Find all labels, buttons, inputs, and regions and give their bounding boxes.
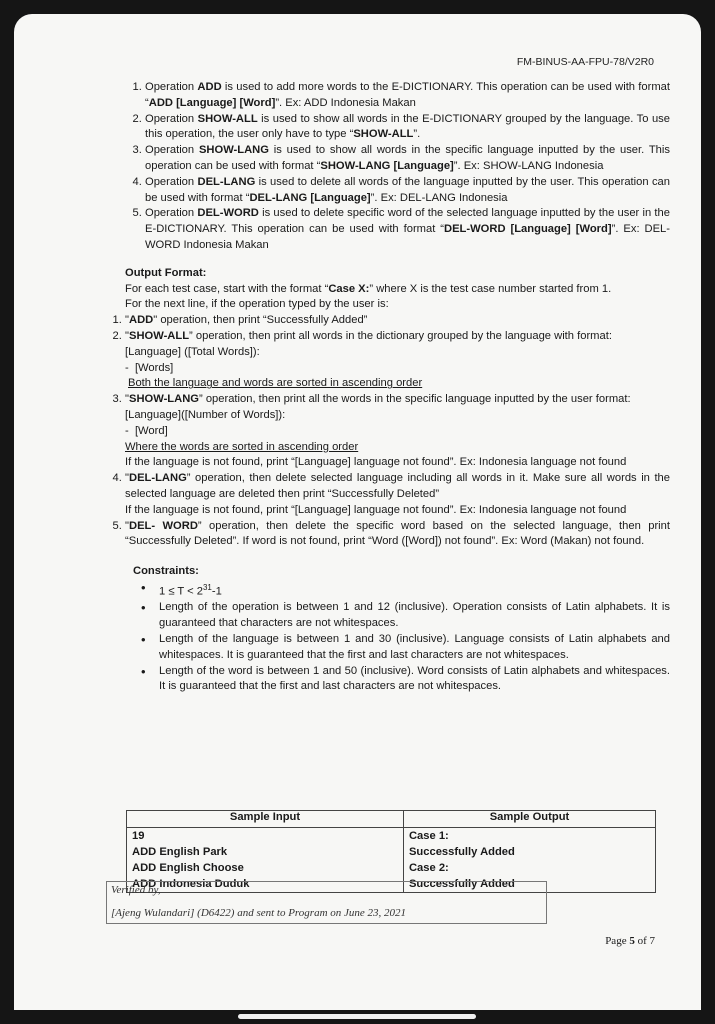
home-indicator[interactable] xyxy=(238,1014,476,1019)
show-lang-sort-note: Where the words are sorted in ascending order xyxy=(125,440,359,453)
operation-add: 1. Operation ADD is used to add more words to the E-DICTIONARY. This operation can be used with format “ADD [Language] [Word]”. Ex: ADD Indonesia Makan xyxy=(145,80,670,112)
document-code: FM-BINUS-AA-FPU-78/V2R0 xyxy=(516,56,654,68)
sample-output-header: Sample Output xyxy=(403,811,655,828)
verified-box xyxy=(106,881,547,924)
show-lang-format-line: [Language]([Number of Words]): xyxy=(125,408,286,421)
sample-input-line: ADD English Park xyxy=(132,846,228,858)
output-del-lang: 4. "DEL-LANG” operation, then delete selected language including all words in it. Make sure all words in the selected language are deleted then print “Successfully Deleted” If the language is not found, print “[Language] language not found”. Ex: Indonesia language not found xyxy=(125,471,670,518)
sample-input-header: Sample Input xyxy=(127,811,404,828)
sample-input-line: ADD Indonesia Duduk xyxy=(132,878,250,890)
sample-output-line: Case 1: xyxy=(408,830,449,842)
show-all-words-line: - [Words] xyxy=(125,361,174,374)
constraints-section xyxy=(133,564,670,695)
document-body xyxy=(125,80,670,695)
sample-output-line: Case 2: xyxy=(408,862,449,874)
sample-output-line: Successfully Added xyxy=(408,846,515,858)
document-page xyxy=(14,14,701,1010)
output-show-lang: 3. "SHOW-LANG” operation, then print all the words in the specific language inputted by the user format: [Language]([Number of Words]): - [Word] Where the words are sorted in ascending order If the language is not found, print “[Language] language not found”. Ex: Indonesia language not found xyxy=(125,392,670,471)
operation-show-lang: 3. Operation SHOW-LANG is used to show all words in the specific language inputted by the user. This operation can be used with format “SHOW-LANG [Language]”. Ex: SHOW-LANG Indonesia xyxy=(145,143,670,175)
show-lang-word-line: - [Word] xyxy=(125,424,168,437)
output-format-intro-2: For the next line, if the operation typed by the user is: xyxy=(125,298,389,311)
show-lang-not-found: If the language is not found, print “[Language] language not found”. Ex: Indonesia language not found xyxy=(125,456,627,469)
verified-label: Verified by, xyxy=(111,884,161,896)
output-format-intro: For each test case, start with the format “Case X:” where X is the test case number started from 1. xyxy=(125,282,612,295)
del-lang-not-found: If the language is not found, print “[Language] language not found”. Ex: Indonesia language not found xyxy=(125,503,627,516)
constraint-operation-length: • Length of the operation is between 1 and 12 (inclusive). Operation consists of Latin alphabets. It is guaranteed that characters are not whitespaces. xyxy=(159,600,670,632)
verified-signature-line: [Ajeng Wulandari] (D6422) and sent to Program on June 23, 2021 xyxy=(111,907,407,919)
operation-show-all: 2. Operation SHOW-ALL is used to show all words in the E-DICTIONARY grouped by the language. To use this operation, the user only have to type “SHOW-ALL”. xyxy=(145,112,670,144)
sample-output-line: Successfully Added xyxy=(408,878,515,890)
constraints-list xyxy=(133,580,670,695)
show-all-format-line: [Language] ([Total Words]): xyxy=(125,345,260,358)
show-all-sort-note: Both the language and words are sorted in ascending order xyxy=(128,377,423,390)
sample-input-line: ADD English Choose xyxy=(132,862,244,874)
output-show-all: 2. "SHOW-ALL” operation, then print all words in the dictionary grouped by the language with format: [Language] ([Total Words]): - [Words] Both the language and words are sorted in ascending order xyxy=(125,329,670,392)
output-add: 1. "ADD" operation, then print “Successfully Added” xyxy=(125,313,670,329)
output-del-word: 5. "DEL- WORD” operation, then delete the specific word based on the selected language, then print “Successfully Deleted”. If word is not found, print “Word ([Word]) not found”. Ex: Word (Makan) not found. xyxy=(125,519,670,551)
output-format-list xyxy=(108,313,670,550)
operation-del-lang: 4. Operation DEL-LANG is used to delete all words of the language inputted by the user. This operation can be used with format “DEL-LANG [Language]”. Ex: DEL-LANG Indonesia xyxy=(145,175,670,207)
output-format-title: Output Format: xyxy=(125,266,207,279)
sample-input-line: 19 xyxy=(132,830,145,842)
page-number: Page 5 of 7 xyxy=(605,935,655,947)
constraint-language-length: • Length of the language is between 1 and 30 (inclusive). Language consists of Latin alphabets and whitespaces. It is guaranteed that the first and last characters are not whitespaces. xyxy=(159,632,670,664)
operations-list xyxy=(125,80,670,254)
constraint-t-range: • $1 \le T < 2^{31}-1$ xyxy=(159,580,670,601)
constraint-word-length: • Length of the word is between 1 and 50 (inclusive). Word consists of Latin alphabets and whitespaces. It is guaranteed that the first and last characters are not whitespaces. xyxy=(159,664,670,696)
constraints-title: Constraints: xyxy=(133,565,199,578)
operation-del-word: 5. Operation DEL-WORD is used to delete specific word of the selected language inputted by the user in the E-DICTIONARY. This operation can be used with format “DEL-WORD [Language] [Word]”. Ex: DEL-WORD Indonesia Makan xyxy=(145,206,670,253)
